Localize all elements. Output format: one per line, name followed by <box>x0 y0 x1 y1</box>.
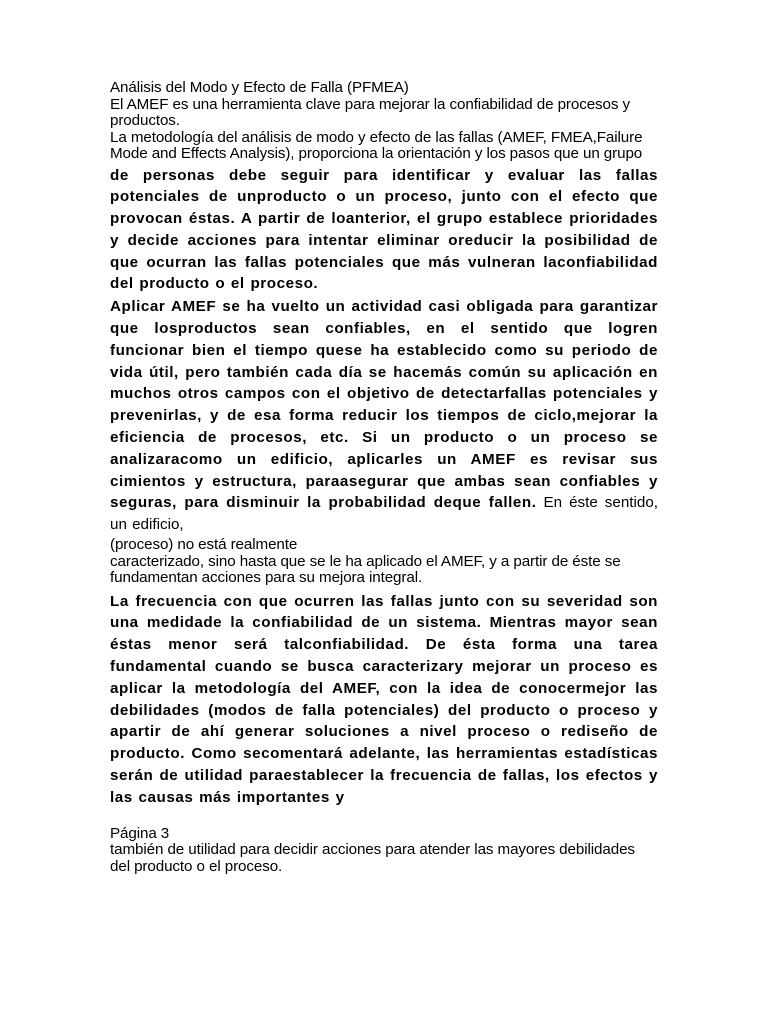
methodology-line: La metodología del análisis de modo y efecto de las fallas (AMEF, FMEA,Failure <box>110 128 643 146</box>
caracterizado-paragraph: caracterizado, sino hasta que se le ha aplicado el AMEF, y a partir de éste se fundamentan acciones para su mejora integral. <box>110 552 621 587</box>
closing-paragraph: también de utilidad para decidir acciones para atender las mayores debilidades del producto o el proceso. <box>110 841 635 875</box>
bold-paragraph-aplicar-text: Aplicar AMEF se ha vuelto un actividad casi obligada para garantizar que losproductos sean confiables, en el sentido que logren funcionar bien el tiempo quese ha establecido como su periodo de vida útil, pero también cada día se hacemás común su aplicación en muchos otros campos con el objetivo de detectarfallas potenciales y prevenirlas, y de esa forma reducir los tiempos de ciclo,mejorar la eficiencia de procesos, etc. Si un producto o un proceso se analizaracomo un edificio, aplicarles un AMEF es revisar sus cimientos y estructura, paraasegurar que ambas sean confiables y seguras, para disminuir la probabilidad deque fallen. <box>110 298 658 512</box>
bold-paragraph-frecuencia: La frecuencia con que ocurren las fallas junto con su severidad son una medidade la confiabilidad de un sistema. Mientras mayor sean éstas menor será talconfiabilidad. De ésta forma una tarea fundamental cuando se busca caracterizary mejorar un proceso es aplicar la metodología del AMEF, con la idea de conocermejor las debilidades (modos de falla potenciales) del producto o proceso y apartir de ahí generar soluciones a nivel proceso o rediseño de producto. Como secomentará adelante, las herramientas estadísticas serán de utilidad paraestablecer la frecuencia de fallas, los efectos y las causas más importantes y <box>110 592 658 806</box>
intro-paragraph: El AMEF es una herramienta clave para mejorar la confiabilidad de procesos y productos. <box>110 95 631 129</box>
document-page <box>110 80 658 875</box>
edificio-tail-text: En éste sentido, un edificio, <box>110 494 658 534</box>
page-number-label: Página 3 <box>110 824 170 842</box>
document-title: Análisis del Modo y Efecto de Falla (PFMEA) <box>110 79 409 96</box>
methodology-line-continued: Mode and Effects Analysis), proporciona la orientación y los pasos que un grupo <box>110 145 643 162</box>
proceso-line: (proceso) no está realmente <box>110 536 298 554</box>
bold-paragraph-personas: de personas debe seguir para identificar y evaluar las fallas potenciales de unproducto o un proceso, junto con el efecto que provocan éstas. A partir de loanterior, el grupo establece prioridades y decide acciones para intentar eliminar oreducir la posibilidad de que ocurran las fallas potenciales que más vulneran laconfiabilidad del producto o el proceso. <box>110 166 658 293</box>
bold-paragraph-aplicar <box>110 296 658 536</box>
